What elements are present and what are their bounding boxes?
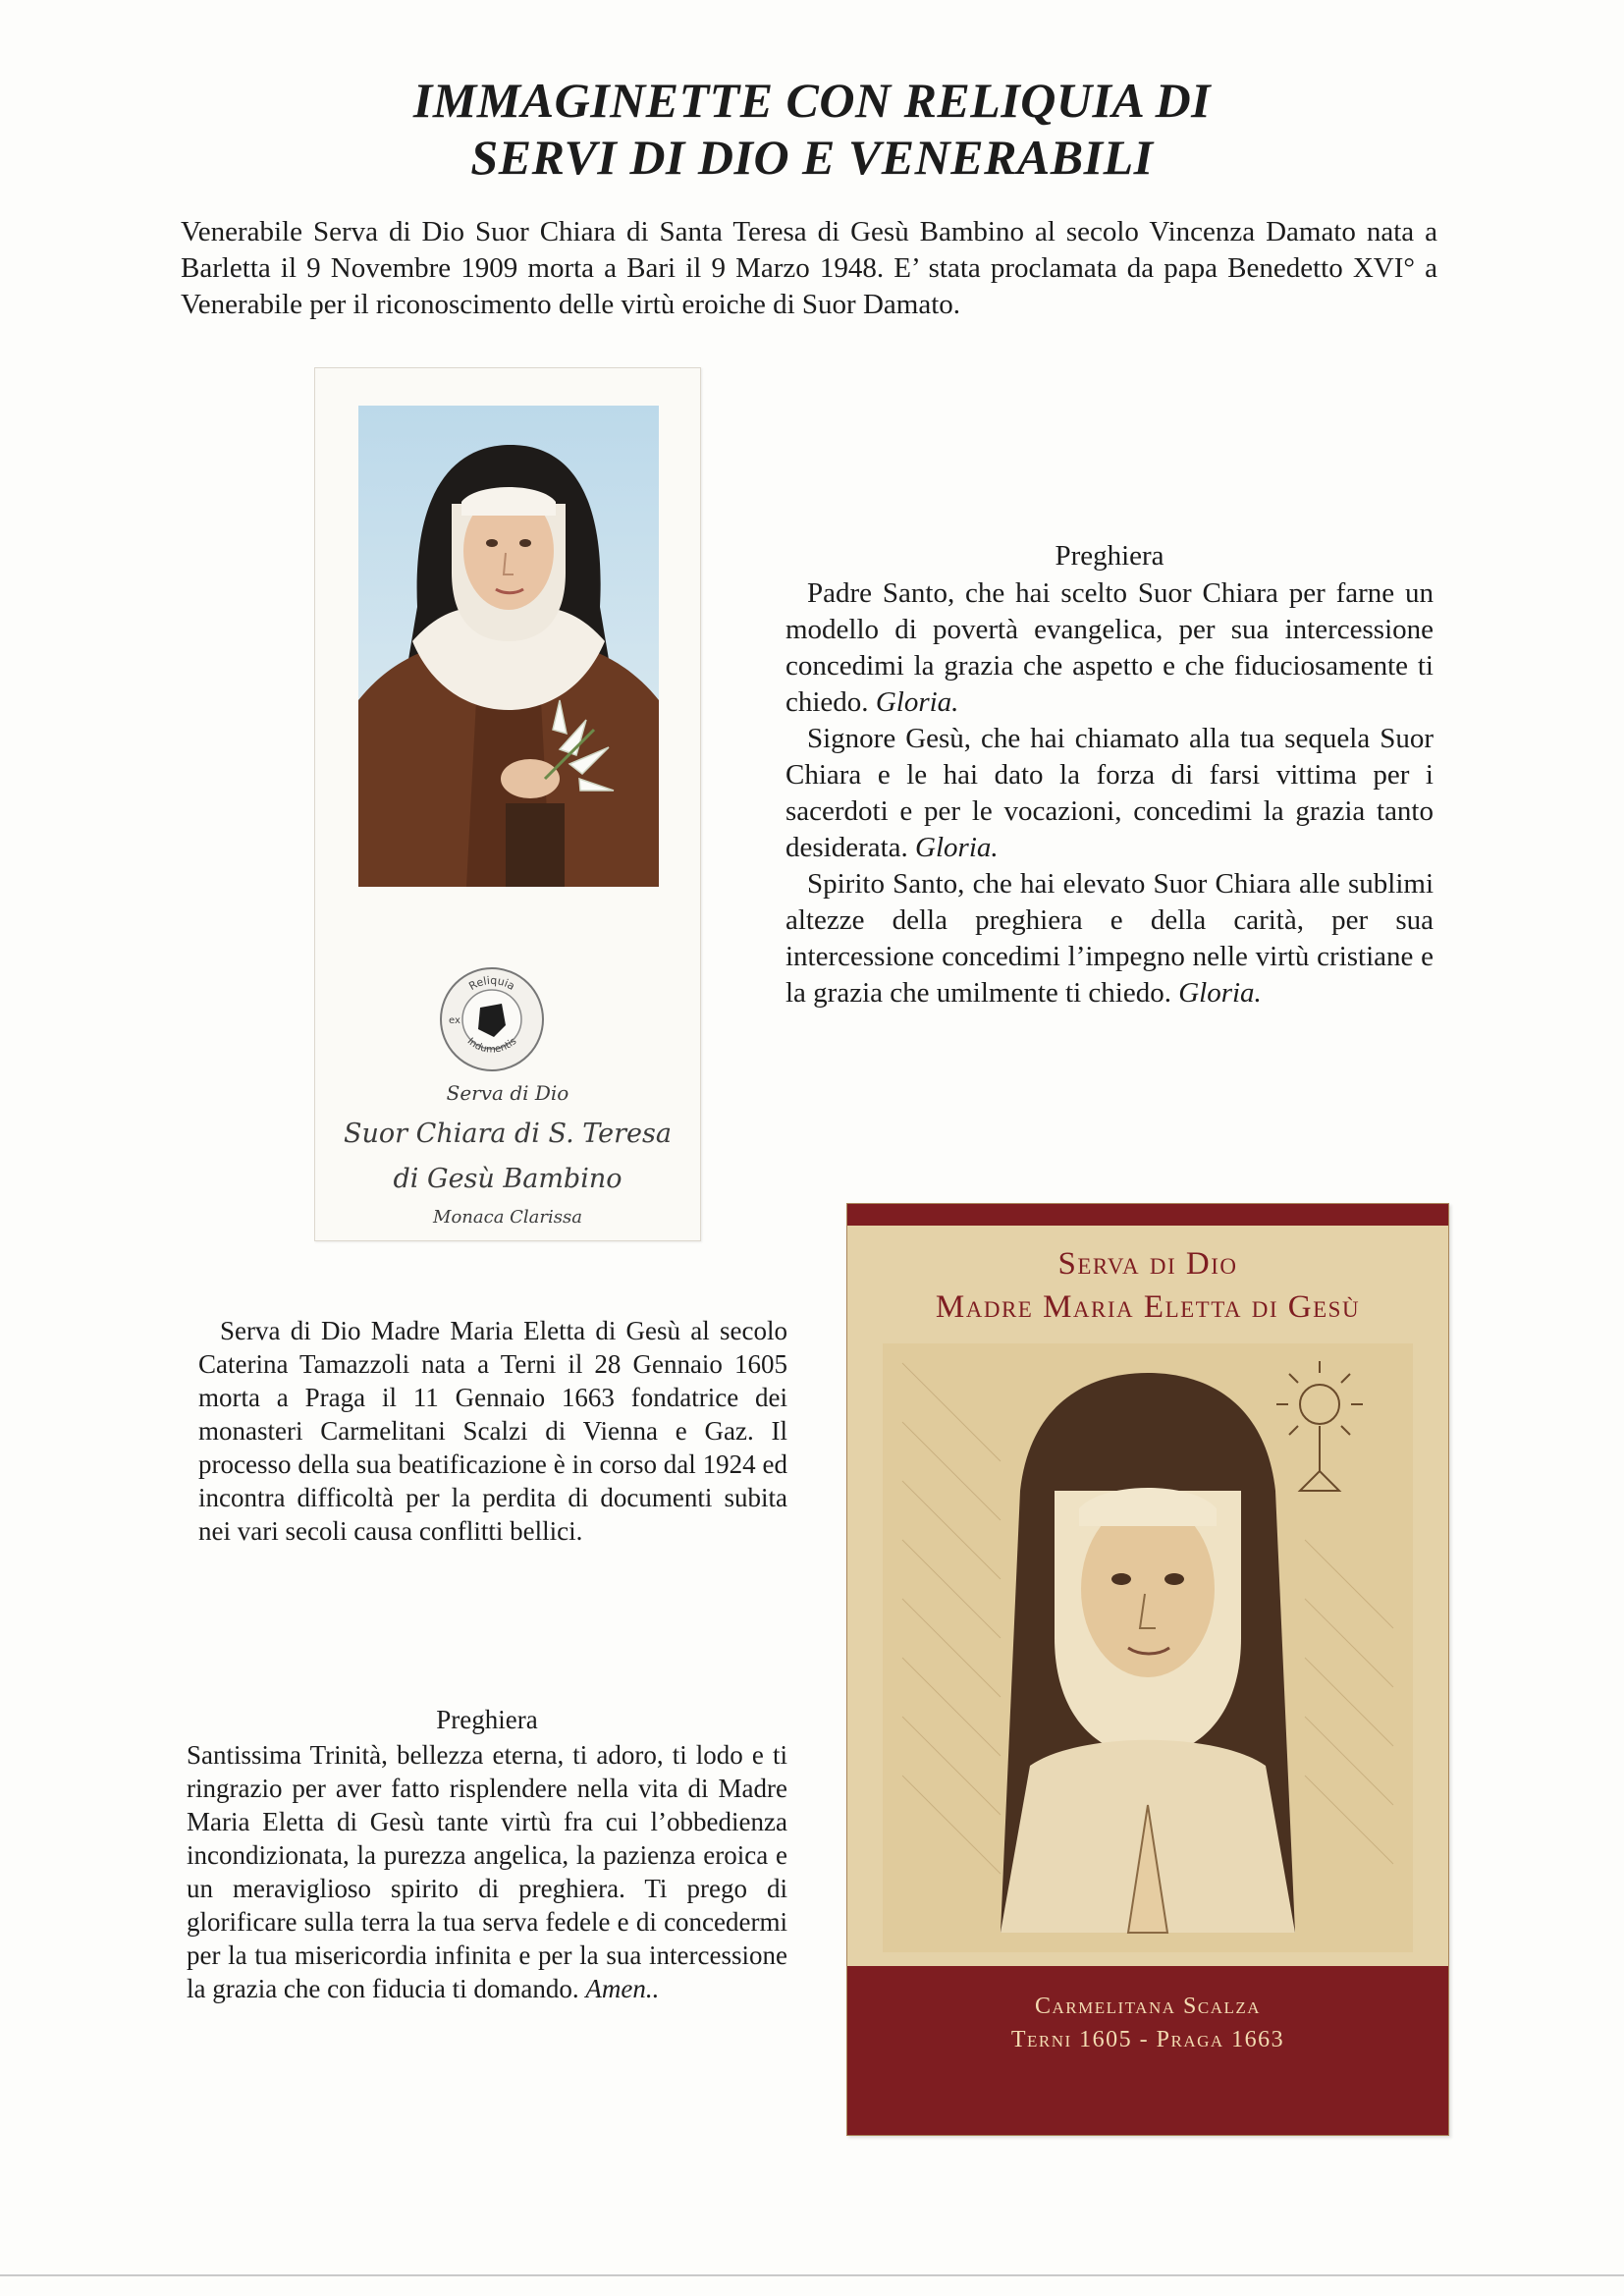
prayer2-text: Santissima Trinità, bellezza eterna, ti adoro, ti lodo e ti ringrazio per aver fatto risplendere nella vita di Madre Maria Eletta di Gesù tante virtù fra cui l’obbedienza incondizionata, la purezza angelica, la pazienza eroica e un meraviglioso spirito di preghiera. Ti prego di glorificare sulla terra la tua serva fedele e di concedermi per la tua misericordia infinita e per la sua intercessione la grazia che con fiducia ti domando. xyxy=(187,1740,787,2003)
card1-line-name: Suor Chiara di S. Teresa xyxy=(344,1119,672,1149)
bottom-rule xyxy=(0,2274,1624,2276)
prayer2-heading: Preghiera xyxy=(436,1705,538,1734)
holy-card-madre-maria-eletta xyxy=(846,1203,1449,2136)
card2-title-name: Madre Maria Eletta di Gesù xyxy=(935,1289,1361,1325)
prayer1-p2: Signore Gesù, che hai chiamato alla tua sequela Suor Chiara e le hai dato la forza di farsi vittima per i sacerdoti e per le vocazioni, concedimi la grazia tanto desiderata. xyxy=(785,723,1434,863)
prayer1-p2-gloria: Gloria. xyxy=(915,832,999,863)
page-title-line2: SERVI DI DIO E VENERABILI xyxy=(470,130,1154,185)
prayer1-p1-gloria: Gloria. xyxy=(875,686,959,718)
prayer1-p1: Padre Santo, che hai scelto Suor Chiara per farne un modello di povertà evangelica, per sua intercessione concedimi la grazia che aspetto e che fiduciosamente ti chiedo. xyxy=(785,577,1434,718)
prayer1-p3: Spirito Santo, che hai elevato Suor Chiara alle sublimi altezze della preghiera e della carità, per sua intercessione concedimi l’impegno nelle virtù cristiane e la grazia che umilmente ti chiedo. xyxy=(785,868,1434,1009)
card1-line-serva: Serva di Dio xyxy=(446,1081,569,1105)
relic-seal xyxy=(437,964,547,1074)
page-title-line1: IMMAGINETTE CON RELIQUIA DI xyxy=(412,73,1212,128)
prayer2-amen: Amen.. xyxy=(585,1974,660,2003)
holy-card-suor-chiara xyxy=(314,367,701,1241)
seal-text-bottom: Indumentis xyxy=(464,1036,519,1056)
prayer2-block xyxy=(187,1738,787,2005)
card2-footer-dates: Terni 1605 - Praga 1663 xyxy=(1010,2027,1285,2052)
card2-title-serva: Serva di Dio xyxy=(1057,1246,1238,1282)
prayer1-p3-gloria: Gloria. xyxy=(1178,977,1262,1009)
card2-top-band xyxy=(847,1204,1448,1226)
bio-madre-maria-eletta: Serva di Dio Madre Maria Eletta di Gesù al secolo Caterina Tamazzoli nata a Terni il 28 Gennaio 1605 morta a Praga il 11 Gennaio 1663 fondatrice dei monasteri Carmelitani Scalzi di Vienna e Gaz. Il processo della sua beatificazione è in corso dal 1924 ed incontra difficoltà per la perdita di documenti subita nei vari secoli causa conflitti bellici. xyxy=(198,1316,787,1546)
card1-line-gesu: di Gesù Bambino xyxy=(393,1164,623,1194)
seal-text-left: ex xyxy=(449,1015,460,1026)
svg-text:Reliquia xyxy=(466,974,516,993)
intro-paragraph: Venerabile Serva di Dio Suor Chiara di Santa Teresa di Gesù Bambino al secolo Vincenza Damato nata a Barletta il 9 Novembre 1909 morta a Bari il 9 Marzo 1948. E’ stata proclamata da papa Benedetto XVI° a Venerabile per il riconoscimento delle virtù eroiche di Suor Damato. xyxy=(181,216,1437,320)
svg-text:Indumentis xyxy=(465,1036,519,1056)
prayer1-heading: Preghiera xyxy=(1055,540,1164,572)
engraving-madre-maria-eletta xyxy=(883,1343,1413,1952)
prayer1-block xyxy=(785,575,1434,1011)
card1-line-monaca: Monaca Clarissa xyxy=(433,1207,582,1228)
seal-text-top: Reliquia xyxy=(466,973,517,993)
portrait-suor-chiara xyxy=(358,406,659,887)
card2-footer-order: Carmelitana Scalza xyxy=(1034,1994,1262,2019)
